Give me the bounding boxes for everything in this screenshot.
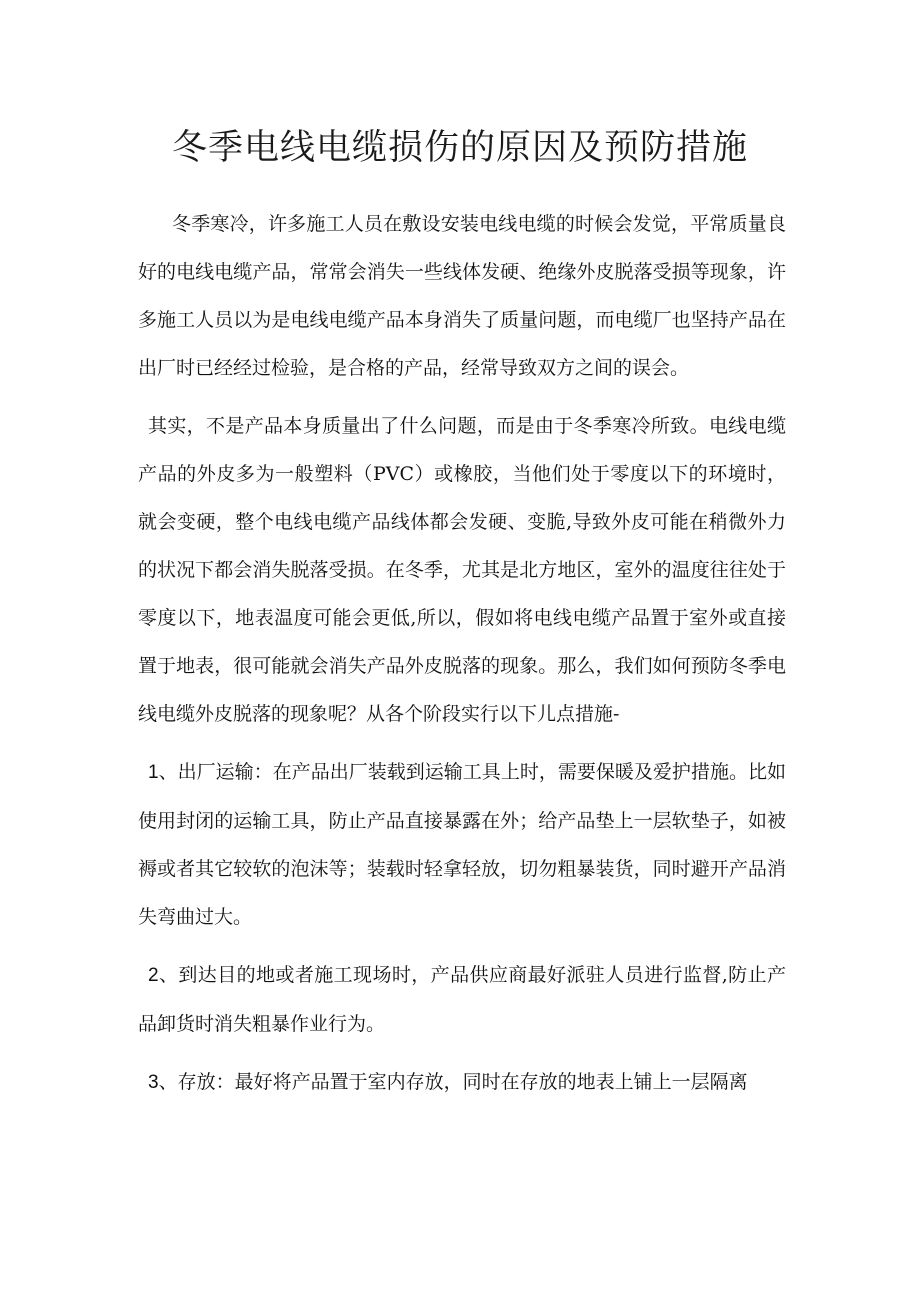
list-item-text: 、到达目的地或者施工现场时，产品供应商最好派驻人员进行监督,防止产品卸货时消失粗暴作业行为。 bbox=[138, 964, 786, 1035]
list-item-text: 、出厂运输：在产品出厂装载到运输工具上时，需要保暖及爱护措施。比如使用封闭的运输工具，防止产品直接暴露在外；给产品垫上一层软垫子，如被褥或者其它较软的泡沫等；装载时轻拿轻放，切勿粗暴装货，同时避开产品消失弯曲过大。 bbox=[138, 761, 786, 928]
page-title: 冬季电线电缆损伤的原因及预防措施 bbox=[171, 128, 748, 168]
paragraph-cause: 其实，不是产品本身质量出了什么问题，而是由于冬季寒冷所致。电线电缆产品的外皮多为一般塑料（PVC）或橡胶，当他们处于零度以下的环境时，就会变硬，整个电线电缆产品线体都会发硬、变脆,导致外皮可能在稍微外力的状况下都会消失脱落受损。在冬季，尤其是北方地区，室外的温度往往处于零度以下，地表温度可能会更低,所以，假如将电线电缆产品置于室外或直接置于地表，很可能就会消失产品外皮脱落的现象。那么，我们如何预防冬季电线电缆外皮脱落的现象呢？从各个阶段实行以下儿点措施- bbox=[138, 415, 786, 725]
list-item-text: 、存放：最好将产品置于室内存放，同时在存放的地表上铺上一层隔离 bbox=[158, 1071, 748, 1093]
list-item bbox=[138, 748, 786, 941]
list-item bbox=[138, 1058, 786, 1107]
list-item-number: 2 bbox=[148, 965, 159, 986]
list-item-number: 1 bbox=[148, 762, 159, 783]
list-item-number: 3 bbox=[148, 1072, 159, 1093]
paragraph-intro: 冬季寒冷，许多施工人员在敷设安装电线电缆的时候会发觉，平常质量良好的电线电缆产品，常常会消失一些线体发硬、绝缘外皮脱落受损等现象，许多施工人员以为是电线电缆产品本身消失了质量问题，而电缆厂也坚持产品在出厂时已经经过检验，是合格的产品，经常导致双方之间的误会。 bbox=[138, 213, 786, 379]
document-body bbox=[138, 200, 786, 1117]
list-item bbox=[138, 951, 786, 1048]
